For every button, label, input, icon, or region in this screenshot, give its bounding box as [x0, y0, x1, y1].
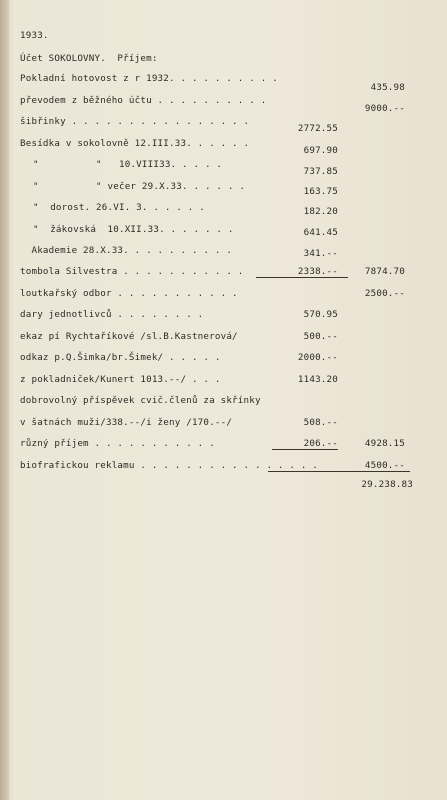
- row-label: Besídka v sokolovně 12.III.33. . . . . .: [20, 138, 250, 149]
- sub-amount: 206.--: [303, 438, 338, 449]
- total-rule: [268, 471, 410, 472]
- row-label: různý příjem . . . . . . . . . . .: [20, 438, 215, 449]
- row-label: " žákovská 10.XII.33. . . . . . .: [33, 224, 234, 235]
- total-amount: 9000.--: [364, 103, 405, 114]
- total-amount: 435.98: [370, 82, 405, 93]
- row-label: tombola Silvestra . . . . . . . . . . .: [20, 266, 244, 277]
- sub-amount: 1143.20: [297, 374, 338, 385]
- sub-amount: 341.--: [303, 248, 338, 259]
- page-binding-edge: [0, 0, 9, 800]
- row-label: Pokladní hotovost z r 1932. . . . . . . . . .: [20, 73, 278, 84]
- row-label: Akademie 28.X.33. . . . . . . . . .: [20, 245, 233, 256]
- row-label: loutkařský odbor . . . . . . . . . . .: [20, 288, 238, 299]
- sub-amount: 697.90: [303, 145, 338, 156]
- sub-amount: 641.45: [303, 227, 338, 238]
- total-amount: 4500.--: [364, 460, 405, 471]
- row-label: v šatnách muži/338.--/i ženy /170.--/: [20, 417, 233, 428]
- total-amount: 4928.15: [364, 438, 405, 449]
- row-label: ekaz pí Rychtaříkové /sl.B.Kastnerová/: [20, 331, 238, 342]
- row-label: dary jednotlivců . . . . . . . .: [20, 309, 204, 320]
- row-label: biofrafickou reklamu . . . . . . . . . . . . . . . .: [20, 460, 319, 471]
- row-label: převodem z běžného účtu . . . . . . . . . .: [20, 95, 267, 106]
- sub-amount: 2772.55: [297, 123, 338, 134]
- sub-amount: 508.--: [303, 417, 338, 428]
- row-label: dobrovolný příspěvek cvič.členů za skřínky: [20, 395, 261, 406]
- total-amount: 7874.70: [364, 266, 405, 277]
- sub-amount: 500.--: [303, 331, 338, 342]
- subtotal-rule: [256, 277, 348, 278]
- sub-amount: 2338.--: [297, 266, 338, 277]
- row-label: z pokladniček/Kunert 1013.--/ . . .: [20, 374, 221, 385]
- grand-total: 29.238.83: [361, 479, 413, 490]
- row-label: " " 10.VIII33. . . . .: [33, 159, 223, 170]
- sub-amount: 737.85: [303, 166, 338, 177]
- subtotal-rule: [272, 449, 338, 450]
- row-label: šibřinky . . . . . . . . . . . . . . . .: [20, 116, 250, 127]
- sub-amount: 570.95: [303, 309, 338, 320]
- row-label: " dorost. 26.VI. 3. . . . . .: [33, 202, 205, 213]
- ledger-heading: Účet SOKOLOVNY. Příjem:: [20, 53, 158, 64]
- total-amount: 2500.--: [364, 288, 405, 299]
- sub-amount: 163.75: [303, 186, 338, 197]
- year-label: 1933.: [20, 30, 49, 41]
- sub-amount: 182.20: [303, 206, 338, 217]
- row-label: odkaz p.Q.Šimka/br.Šimek/ . . . . .: [20, 352, 221, 363]
- sub-amount: 2000.--: [297, 352, 338, 363]
- row-label: " " večer 29.X.33. . . . . .: [33, 181, 246, 192]
